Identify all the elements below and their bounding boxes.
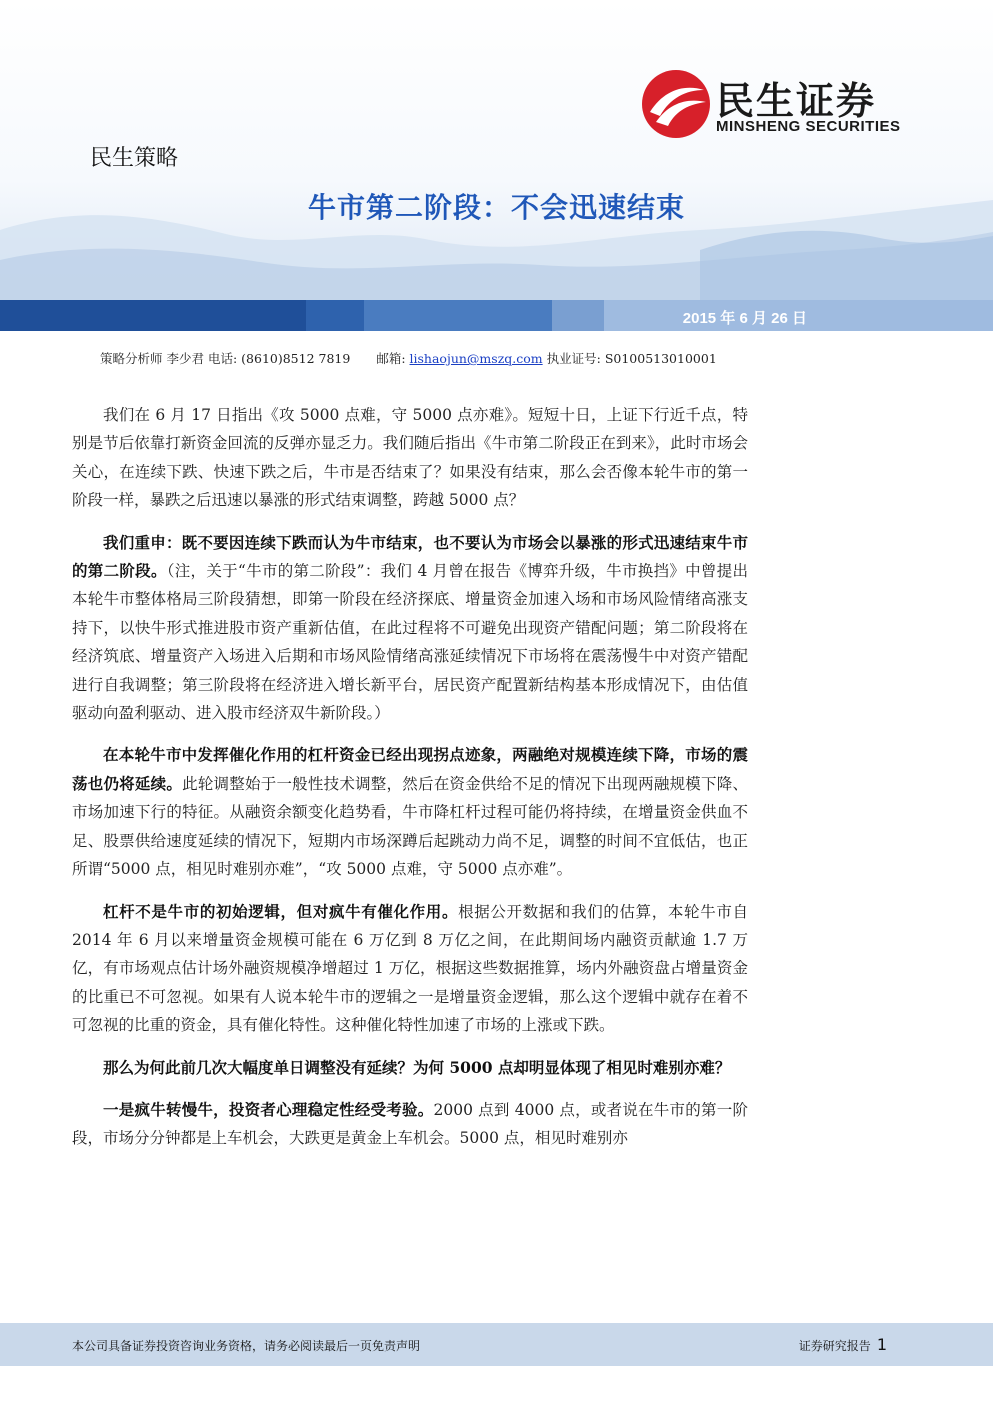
- paragraph-4-highlight: 杠杆不是牛市的初始逻辑，但对疯牛有催化作用。: [103, 901, 459, 921]
- paragraph-2: [72, 529, 748, 728]
- date-bar: [0, 300, 993, 331]
- logo-emblem-icon: [640, 68, 712, 140]
- paragraph-6-highlight: 一是疯牛转慢牛，投资者心理稳定性经受考验。: [103, 1099, 434, 1119]
- paragraph-3-text: 此轮调整始于一般性技术调整，然后在资金供给不足的情况下出现两融规模下降、市场加速下行的特征。从融资余额变化趋势看，牛市降杠杆过程可能仍将持续，在增量资金供血不足、股票供给速度延续的情况下，短期内市场深蹲后起跳动力尚不足，调整的时间不宜低估，也正所谓“5000 点，相见时难别亦难”，“攻 5000 点难，守 5000 点亦难”。: [72, 774, 748, 879]
- page-number: 1: [876, 1335, 887, 1354]
- report-date: 2015 年 6 月 26 日: [682, 310, 807, 327]
- paragraph-1: 我们在 6 月 17 日指出《攻 5000 点难，守 5000 点亦难》。短短十日，上证下行近千点，特别是节后依靠打新资金回流的反弹亦显乏力。我们随后指出《牛市第二阶段正在到来》，此时市场会关心，在连续下跌、快速下跌之后，牛市是否结束了？如果没有结束，那么会否像本轮牛市的第一阶段一样，暴跌之后迅速以暴涨的形式结束调整，跨越 5000 点？: [72, 406, 748, 510]
- analyst-phone: (8610)8512 7819: [241, 351, 351, 366]
- license-number: S0100513010001: [604, 351, 717, 366]
- report-body: [72, 401, 748, 1167]
- paragraph-2-text: （注，关于“牛市的第二阶段”：我们 4 月曾在报告《博弈升级，牛市换挡》中曾提出本轮牛市整体格局三阶段猜想，即第一阶段在经济探底、增量资金加速入场和市场风险情绪高涨支持下，以快牛形式推进股市资产重新估值，在此过程将不可避免出现资产错配问题；第二阶段将在经济筑底、增量资产入场进入后期和市场风险情绪高涨延续情况下市场将在震荡慢牛中对资产错配进行自我调整；第三阶段将在经济进入增长新平台，居民资产配置新结构基本形成情况下，由估值驱动向盈利驱动、进入股市经济双牛新阶段。）: [72, 562, 748, 723]
- paragraph-6: [72, 1096, 748, 1153]
- report-title: 牛市第二阶段：不会迅速结束: [307, 191, 685, 224]
- paragraph-4: [72, 898, 748, 1040]
- author-info: [100, 349, 717, 367]
- logo-chinese-name: 民生证券: [716, 79, 877, 123]
- paragraph-5: [72, 1054, 748, 1082]
- paragraph-6-text: 2000 点到 4000 点，或者说在牛市的第一阶段，市场分分钟都是上车机会，大跌更是黄金上车机会。5000 点，相见时难别亦: [72, 1100, 748, 1148]
- minsheng-logo: [640, 66, 930, 146]
- email-label: 邮箱:: [376, 351, 406, 366]
- license-label: 执业证号:: [546, 351, 601, 366]
- paragraph-3: [72, 741, 748, 883]
- paragraph-5-question: 那么为何此前几次大幅度单日调整没有延续？为何 5000 点却明显体现了相见时难别亦难？: [103, 1057, 731, 1077]
- footer-disclaimer: 本公司具备证券投资咨询业务资格，请务必阅读最后一页免责声明: [72, 1339, 421, 1353]
- logo-english-name: MINSHENG SECURITIES: [716, 118, 901, 135]
- paragraph-4-text: 根据公开数据和我们的估算，本轮牛市自 2014 年 6 月以来增量资金规模可能在 6 万亿到 8 万亿之间，在此期间场内融资贡献逾 1.7 万亿，有市场观点估计场外融资规模净增超过 1 万亿，根据这些数据推算，场内外融资盘占增量资金的比重已不可忽视。如果有人说本轮牛市的逻辑之一是增量资金逻辑，那么这个逻辑中就存在着不可忽视的比重的资金，具有催化特性。这种催化特性加速了市场的上涨或下跌。: [72, 902, 748, 1035]
- footer-page-info: [799, 1335, 887, 1354]
- report-type: 证券研究报告: [798, 1339, 871, 1353]
- analyst-label: 策略分析师 李少君 电话:: [100, 351, 238, 366]
- paragraph-2-highlight: 我们重申：既不要因连续下跌而认为牛市结束，也不要认为市场会以暴涨的形式迅速结束牛市的第二阶段。: [72, 532, 748, 581]
- series-name: 民生策略: [90, 146, 179, 171]
- email-link[interactable]: lishaojun@mszq.com: [409, 351, 543, 366]
- paragraph-3-highlight: 在本轮牛市中发挥催化作用的杠杆资金已经出现拐点迹象，两融绝对规模连续下降，市场的震荡也仍将延续。: [72, 745, 748, 793]
